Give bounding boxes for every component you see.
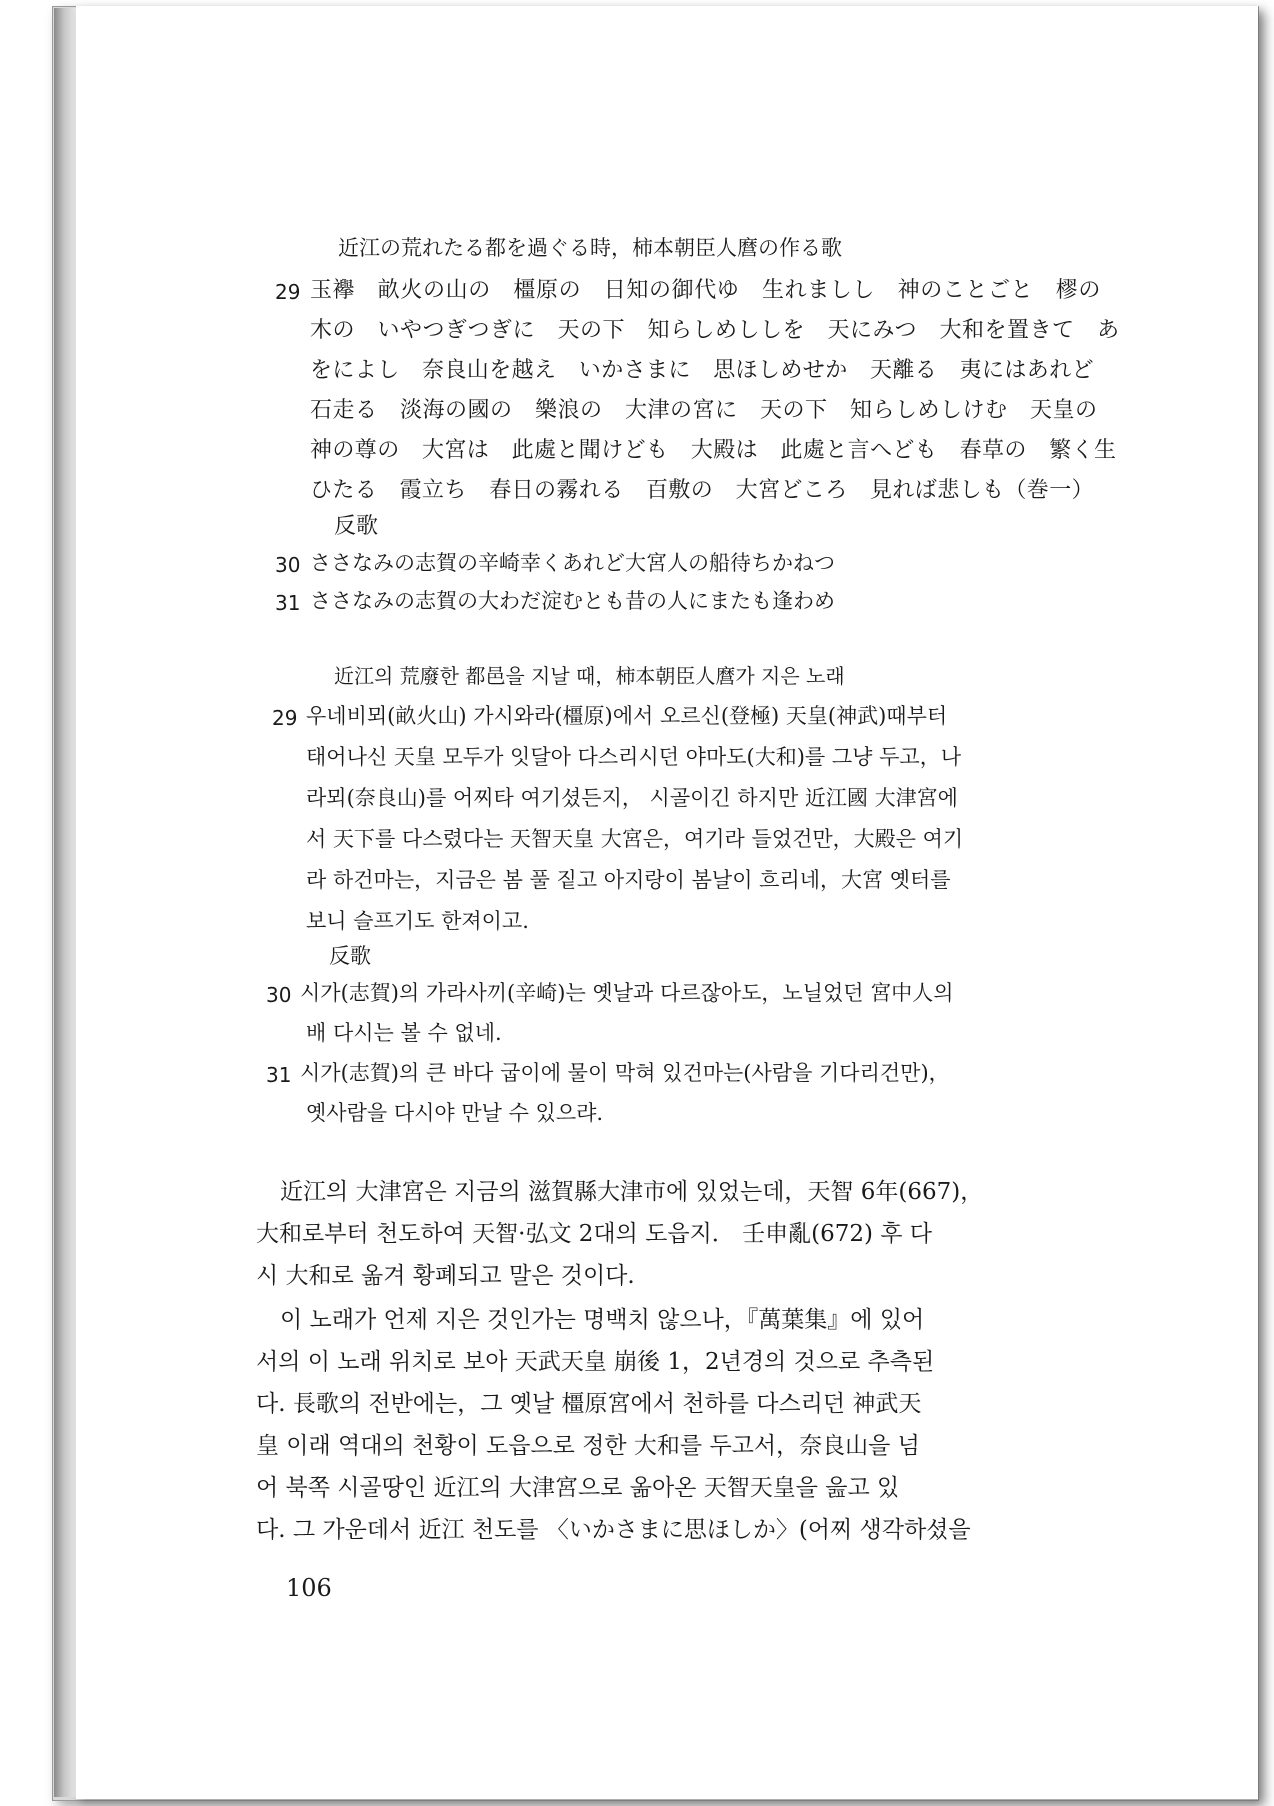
original-hanka-31: ささなみの志賀の大わだ淀むとも昔の人にまたも逢わめ (310, 589, 835, 613)
translation-line: 서 天下를 다스렸다는 天智天皇 大宮은，여기라 들었건만，大殿은 여기 (306, 827, 964, 851)
poem-number: 29 (275, 280, 301, 304)
original-poem-line: 神の尊の 大宮は 此處と聞けども 大殿は 此處と言へども 春草の 繁く生 (310, 438, 1117, 463)
translation-line: 시가(志賀)의 가라사끼(辛崎)는 옛날과 다르잖아도，노닐었던 宮中人의 (300, 981, 954, 1005)
original-poem-line: 木の いやつぎつぎに 天の下 知らしめししを 天にみつ 大和を置きて あ (310, 318, 1120, 343)
original-title: 近江の荒れたる都を過ぐる時，柿本朝臣人麿の作る歌 (338, 236, 842, 260)
commentary-line: 다. 長歌의 전반에는，그 옛날 橿原宮에서 천하를 다스리던 神武天 (256, 1391, 922, 1417)
commentary-line: 시 大和로 옮겨 황폐되고 말은 것이다. (256, 1263, 635, 1289)
page-number: 106 (286, 1574, 332, 1602)
original-poem-line: 玉襷 畝火の山の 橿原の 日知の御代ゆ 生れましし 神のことごと 樛の (310, 278, 1102, 303)
commentary-line: 近江의 大津宮은 지금의 滋賀縣大津市에 있었는데，天智 6年(667)， (280, 1179, 984, 1205)
translation-title: 近江의 荒廢한 都邑을 지날 때，柿本朝臣人麿가 지은 노래 (334, 664, 845, 688)
original-poem-line: をによし 奈良山を越え いかさまに 思ほしめせか 天離る 夷にはあれど (310, 358, 1095, 383)
commentary-line: 다. 그 가운데서 近江 천도를 〈いかさまに思ほしか〉(어찌 생각하셨을 (256, 1517, 971, 1543)
commentary-line: 大和로부터 천도하여 天智·弘文 2대의 도읍지． 壬申亂(672) 후 다 (256, 1221, 933, 1247)
hanka-label: 反歌 (329, 944, 371, 968)
original-poem-line: ひたる 霞立ち 春日の霧れる 百敷の 大宮どころ 見れば悲しも（巻一） (310, 478, 1095, 503)
translation-line: 보니 슬프기도 한져이고. (306, 909, 529, 933)
translation-line: 우네비뫼(畝火山) 가시와라(橿原)에서 오르신(登極) 天皇(神武)때부터 (306, 704, 948, 728)
original-hanka-30: ささなみの志賀の辛崎幸くあれど大宮人の船待ちかねつ (310, 551, 835, 575)
translation-line: 라 하건마는，지금은 봄 풀 짙고 아지랑이 봄날이 흐리네，大宮 옛터를 (306, 868, 951, 892)
poem-number: 31 (275, 591, 301, 615)
translation-line: 배 다시는 볼 수 없네. (306, 1021, 502, 1045)
translation-line: 옛사람을 다시야 만날 수 있으랴. (306, 1101, 604, 1125)
commentary-line: 어 북쪽 시골땅인 近江의 大津宮으로 옮아온 天智天皇을 읊고 있 (256, 1475, 900, 1501)
page-edge (54, 8, 78, 1797)
commentary-line: 皇 이래 역대의 천황이 도읍으로 정한 大和를 두고서，奈良山을 넘 (256, 1433, 920, 1459)
poem-number: 29 (272, 706, 298, 730)
translation-line: 라뫼(奈良山)를 어찌타 여기셨든지， 시골이긴 하지만 近江國 大津宮에 (306, 786, 958, 810)
original-poem-line: 石走る 淡海の國の 樂浪の 大津の宮に 天の下 知らしめしけむ 天皇の (310, 398, 1098, 423)
translation-line: 시가(志賀)의 큰 바다 굽이에 물이 막혀 있건마는(사람을 기다리건만)， (300, 1061, 950, 1085)
commentary-line: 이 노래가 언제 지은 것인가는 명백치 않으나，『萬葉集』에 있어 (280, 1307, 925, 1333)
commentary-line: 서의 이 노래 위치로 보아 天武天皇 崩後 1，2년경의 것으로 추측된 (256, 1349, 935, 1375)
translation-line: 태어나신 天皇 모두가 잇달아 다스리시던 야마도(大和)를 그냥 두고，나 (306, 745, 961, 769)
hanka-label: 反歌 (334, 514, 379, 539)
poem-number: 30 (266, 983, 292, 1007)
poem-number: 31 (266, 1063, 292, 1087)
poem-number: 30 (275, 553, 301, 577)
book-page (76, 6, 1258, 1799)
